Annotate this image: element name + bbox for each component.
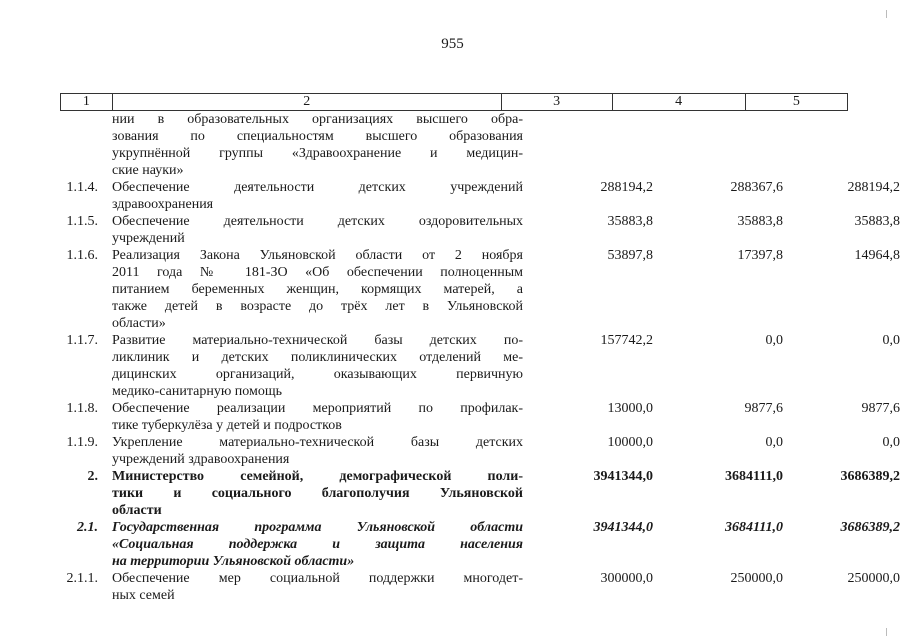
row-description (110, 247, 523, 332)
description-line: ных семей (112, 588, 175, 603)
description-line: области» (112, 316, 166, 331)
row-number: 1.1.9. (66, 435, 98, 450)
description-line: также детей в возрасте до трёх лет в Ульяновской (112, 299, 523, 314)
row-description (110, 570, 523, 604)
value-v4: 0,0 (765, 435, 783, 450)
row-description (110, 332, 523, 400)
value-v3: 3941344,0 (593, 520, 653, 535)
row-number: 1.1.8. (66, 401, 98, 416)
row-number: 2.1. (77, 520, 98, 535)
value-v3: 3941344,0 (593, 469, 653, 484)
value-v5: 250000,0 (847, 571, 900, 586)
description-line: Министерство семейной, демографической поли- (112, 469, 523, 484)
value-v5: 0,0 (882, 435, 900, 450)
description-line: области (112, 503, 162, 518)
description-line: дицинских организаций, оказывающих первичную (112, 367, 523, 382)
row-description (110, 468, 523, 519)
description-line: Обеспечение реализации мероприятий по профилак- (112, 401, 523, 416)
value-v5: 288194,2 (847, 180, 900, 195)
table-row (60, 332, 900, 400)
table-row (60, 111, 848, 179)
table-row (60, 400, 900, 434)
row-description (110, 213, 523, 247)
header-col-1: 1 (82, 94, 90, 109)
value-v4: 3684111,0 (725, 520, 783, 535)
description-line: Государственная программа Ульяновской области (112, 520, 523, 535)
row-description (110, 111, 523, 179)
description-line: «Социальная поддержка и защита населения (112, 537, 523, 552)
value-v5 (783, 111, 900, 179)
description-line: на территории Ульяновской области» (112, 554, 355, 569)
table-row (60, 570, 900, 604)
table-row (60, 468, 900, 519)
description-line: Укрепление материально-технической базы детских (112, 435, 523, 450)
description-line: Реализация Закона Ульяновской области от 2 ноября (112, 248, 523, 263)
description-line: медико-санитарную помощь (112, 384, 283, 399)
value-v3: 10000,0 (607, 435, 653, 450)
description-line: укрупнённой группы «Здравоохранение и медицин- (112, 146, 523, 161)
value-v3 (523, 111, 653, 179)
header-col-2: 2 (112, 94, 501, 110)
table-row (60, 179, 900, 213)
row-description (110, 400, 523, 434)
row-number: 1.1.7. (66, 333, 98, 348)
row-description (110, 434, 523, 468)
description-line: ские науки» (112, 163, 184, 178)
description-line: зования по специальностям высшего образования (112, 129, 523, 144)
row-number (60, 111, 110, 179)
table-row (60, 434, 900, 468)
value-v3: 157742,2 (600, 333, 653, 348)
table-body (60, 111, 900, 604)
row-number: 1.1.4. (66, 180, 98, 195)
value-v4: 0,0 (765, 333, 783, 348)
description-line: учреждений здравоохранения (112, 452, 290, 467)
description-line: ликлиник и детских поликлинических отделений ме- (112, 350, 523, 365)
row-number: 1.1.6. (66, 248, 98, 263)
value-v5: 3686389,2 (840, 520, 900, 535)
description-line: здравоохранения (112, 197, 214, 212)
description-line: тике туберкулёза у детей и подростков (112, 418, 342, 433)
description-line: питанием беременных женщин, кормящих матерей, а (112, 282, 523, 297)
description-line: Обеспечение деятельности детских оздоровительных (112, 214, 523, 229)
table-row (60, 213, 900, 247)
value-v4: 250000,0 (730, 571, 783, 586)
value-v4: 9877,6 (744, 401, 783, 416)
value-v5: 35883,8 (854, 214, 900, 229)
value-v4: 3684111,0 (725, 469, 783, 484)
row-number: 2.1.1. (66, 571, 98, 586)
description-line: 2011 года № 181-ЗО «Об обеспечении полноценным (112, 265, 523, 280)
description-line: Обеспечение деятельности детских учреждений (112, 180, 523, 195)
row-number: 2. (87, 469, 98, 484)
header-col-4: 4 (612, 94, 745, 110)
value-v5: 9877,6 (861, 401, 900, 416)
scan-edge-mark (886, 628, 887, 636)
value-v3: 288194,2 (600, 180, 653, 195)
description-line: тики и социального благополучия Ульяновской (112, 486, 523, 501)
value-v4: 17397,8 (737, 248, 783, 263)
header-col-5: 5 (745, 94, 847, 110)
table-row (60, 519, 900, 570)
description-line: Развитие материально-технической базы детских по- (112, 333, 523, 348)
value-v5: 3686389,2 (840, 469, 900, 484)
value-v4: 288367,6 (730, 180, 783, 195)
scan-edge-mark (886, 10, 887, 18)
value-v3: 53897,8 (607, 248, 653, 263)
header-col-3: 3 (501, 94, 612, 110)
description-line: учреждений (112, 231, 185, 246)
table-header (60, 93, 848, 111)
value-v3: 35883,8 (607, 214, 653, 229)
page-number: 955 (441, 36, 464, 52)
value-v5: 0,0 (882, 333, 900, 348)
row-description (110, 179, 523, 213)
row-description (110, 519, 523, 570)
value-v3: 300000,0 (600, 571, 653, 586)
value-v4 (653, 111, 783, 179)
value-v4: 35883,8 (737, 214, 783, 229)
description-line: Обеспечение мер социальной поддержки многодет- (112, 571, 523, 586)
row-number: 1.1.5. (66, 214, 98, 229)
description-line: нии в образовательных организациях высшего обра- (112, 112, 523, 127)
table-row (60, 247, 900, 332)
value-v5: 14964,8 (854, 248, 900, 263)
value-v3: 13000,0 (607, 401, 653, 416)
